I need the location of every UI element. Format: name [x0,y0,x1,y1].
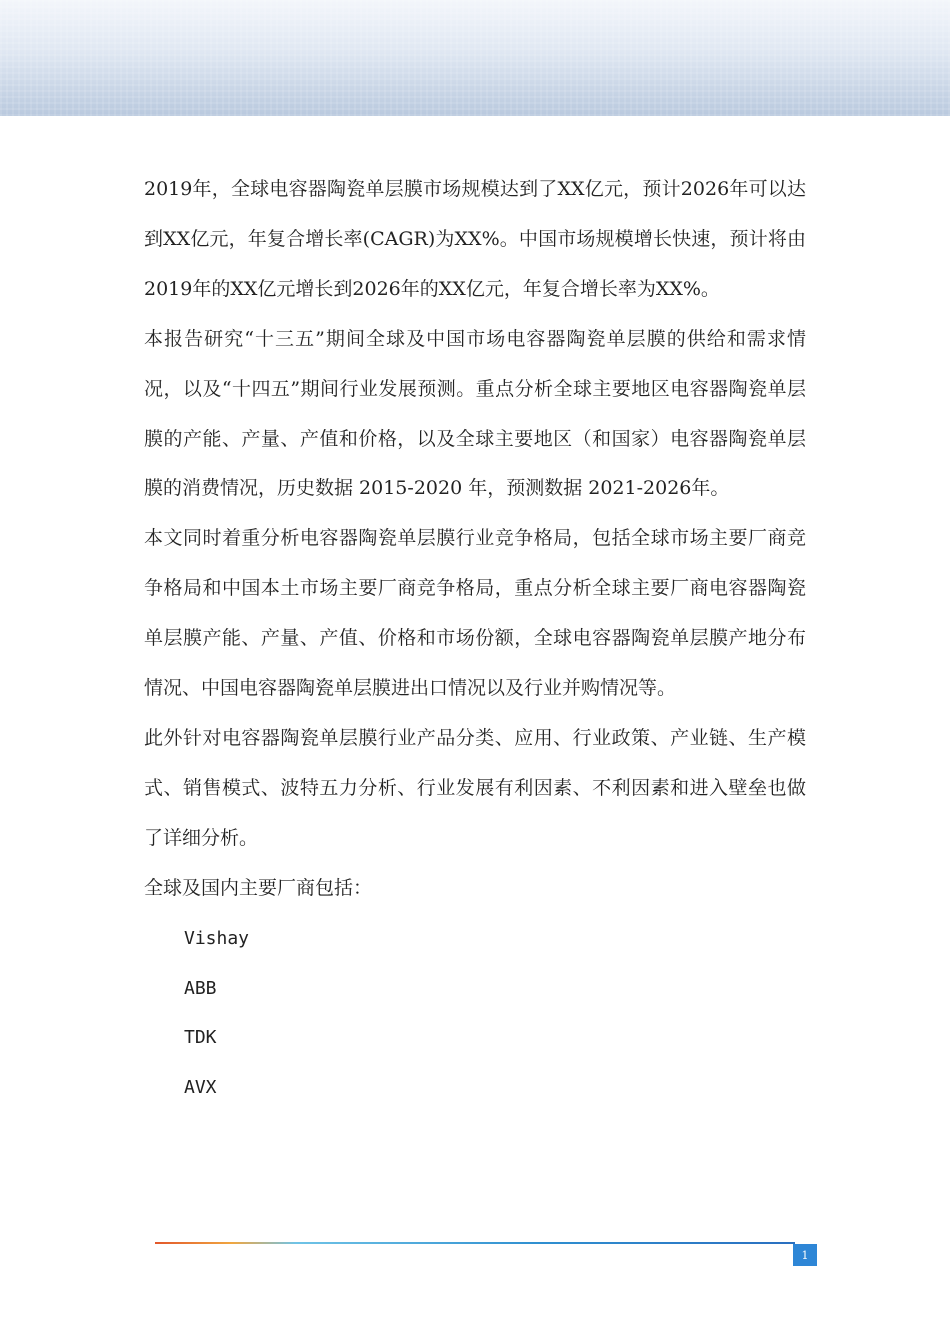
list-item: ABB [184,977,217,999]
paragraph-market-size: 2019年，全球电容器陶瓷单层膜市场规模达到了XX亿元，预计2026年可以达到XX亿元，年复合增长率(CAGR)为XX%。中国市场规模增长快速，预计将由2019年的XX亿元增长到2026年的XX亿元，年复合增长率为XX%。 [144,178,806,300]
document-body [144,165,806,1113]
vendor-list [144,914,806,1114]
header-decoration [0,0,950,116]
page-number-badge: 1 [793,1244,817,1266]
list-item: AVX [184,1077,217,1099]
footer-divider [155,1242,795,1244]
paragraph-competition: 本文同时着重分析电容器陶瓷单层膜行业竞争格局，包括全球市场主要厂商竞争格局和中国本土市场主要厂商竞争格局，重点分析全球主要厂商电容器陶瓷单层膜产能、产量、产值、价格和市场份额，全球电容器陶瓷单层膜产地分布情况、中国电容器陶瓷单层膜进出口情况以及行业并购情况等。 [144,527,806,700]
paragraph-vendors-intro: 全球及国内主要厂商包括： [144,876,373,899]
list-item: Vishay [184,927,250,949]
list-item: TDK [184,1027,217,1049]
paragraph-report-scope: 本报告研究“十三五”期间全球及中国市场电容器陶瓷单层膜的供给和需求情况，以及“十四五”期间行业发展预测。重点分析全球主要地区电容器陶瓷单层膜的产能、产量、产值和价格，以及全球主要地区（和国家）电容器陶瓷单层膜的消费情况，历史数据 2015-2020 年，预测数据 2021-2026年。 [144,327,806,500]
paragraph-industry-analysis: 此外针对电容器陶瓷单层膜行业产品分类、应用、行业政策、产业链、生产模式、销售模式、波特五力分析、行业发展有利因素、不利因素和进入壁垒也做了详细分析。 [144,726,806,849]
